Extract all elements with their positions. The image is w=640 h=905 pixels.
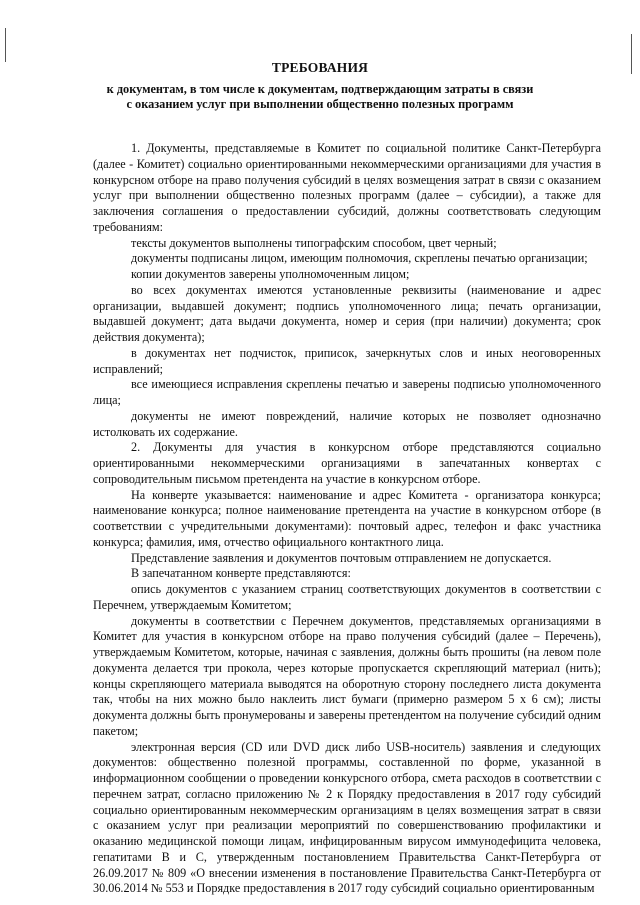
paragraph: во всех документах имеются установленные реквизиты (наименование и адрес организации, выдавшей документ; подпись уполномоченного лица; печать организации, выдавшей документ; дата выдачи документа, номер и серия (при наличии) документа; срок действия документа); <box>93 282 601 344</box>
paragraph: опись документов с указанием страниц соответствующих документов в соответствии с Перечнем, утверждаемым Комитетом; <box>93 582 601 612</box>
scan-edge-mark <box>631 62 632 72</box>
subtitle-line: с оказанием услуг при выполнении общественно полезных программ <box>126 97 514 111</box>
document-title: ТРЕБОВАНИЯ <box>271 60 369 75</box>
document-body <box>93 141 601 897</box>
subtitle-line: к документам, в том числе к документам, подтверждающим затраты в связи <box>106 82 534 96</box>
paragraph: в документах нет подчисток, приписок, зачеркнутых слов и иных неоговоренных исправлений; <box>93 345 601 376</box>
paragraph: 1. Документы, представляемые в Комитет по социальной политике Санкт-Петербурга (далее - Комитет) социально ориентированными некоммерческими организациями для участия в конкурсном отборе на право получения субсидий в целях возмещения затрат в связи с оказанием услуг при выполнении общественно полезных программ (далее – субсидии), а также для заключения соглашения о предоставлении субсидий, должны соответствовать следующим требованиям: <box>93 141 601 234</box>
paragraph: На конверте указывается: наименование и адрес Комитета - организатора конкурса; наименование конкурса; полное наименование претендента на участие в конкурсном отборе (в соответствии с учредительными документами): почтовый адрес, телефон и факс участника конкурса; фамилия, имя, отчество официального контактного лица. <box>93 487 601 549</box>
paragraph: все имеющиеся исправления скреплены печатью и заверены подписью уполномоченного лица; <box>93 377 601 407</box>
document-subtitle <box>100 82 540 112</box>
scan-edge-mark <box>5 28 6 62</box>
paragraph: В запечатанном конверте представляются: <box>131 566 351 581</box>
paragraph: документы подписаны лицом, имеющим полномочия, скреплены печатью организации; <box>131 251 588 266</box>
paragraph: электронная версия (CD или DVD диск либо USB-носитель) заявления и следующих документов: общественно полезной программы, составленной по форме, указанной в информационном сообщении о проведении конкурсного отбора, смета расходов в соответствии с перечнем затрат, согласно приложению № 2 к Порядку предоставления в 2017 году субсидий социально ориентированным некоммерческим организациям в целях возмещения затрат в связи с оказанием услуг при реализации мероприятий по совершенствованию профилактики и оказанию медицинской помощи лицам, инфицированным вирусом иммунодефицита человека, гепатитами В и С, утвержденным постановлением Правительства Санкт-Петербурга от 26.09.2017 № 809 «О внесении изменения в постановление Правительства Санкт-Петербурга от 30.06.2014 № 553 и Порядке предоставления в 2017 году субсидий социально ориентированным <box>93 739 601 896</box>
paragraph: копии документов заверены уполномоченным лицом; <box>131 267 410 281</box>
paragraph: тексты документов выполнены типографским способом, цвет черный; <box>131 235 497 250</box>
paragraph: 2. Документы для участия в конкурсном отборе представляются социально ориентированными некоммерческими организациями в запечатанных конвертах с сопроводительным письмом претендента на участие в конкурсном отборе. <box>93 440 601 486</box>
paragraph: документы не имеют повреждений, наличие которых не позволяет однозначно истолковать их содержание. <box>93 408 601 439</box>
paragraph: документы в соответствии с Перечнем документов, представляемых организациями в Комитет для участия в конкурсном отборе на право получения субсидий (далее – Перечень), утверждаемым Комитетом, которые, начиная с заявления, должны быть прошиты (на левом поле документа делается три прокола, через которые пропускается скрепляющий материал (нить); концы скрепляющего материала выводятся на оборотную сторону последнего листа документа так, чтобы на них можно было наклеить лист бумаги (примерно размером 5 х 6 см); листы документа должны быть пронумерованы и заверены претендентом на получение субсидий одним пакетом; <box>93 613 601 738</box>
paragraph: Представление заявления и документов почтовым отправлением не допускается. <box>131 550 552 565</box>
